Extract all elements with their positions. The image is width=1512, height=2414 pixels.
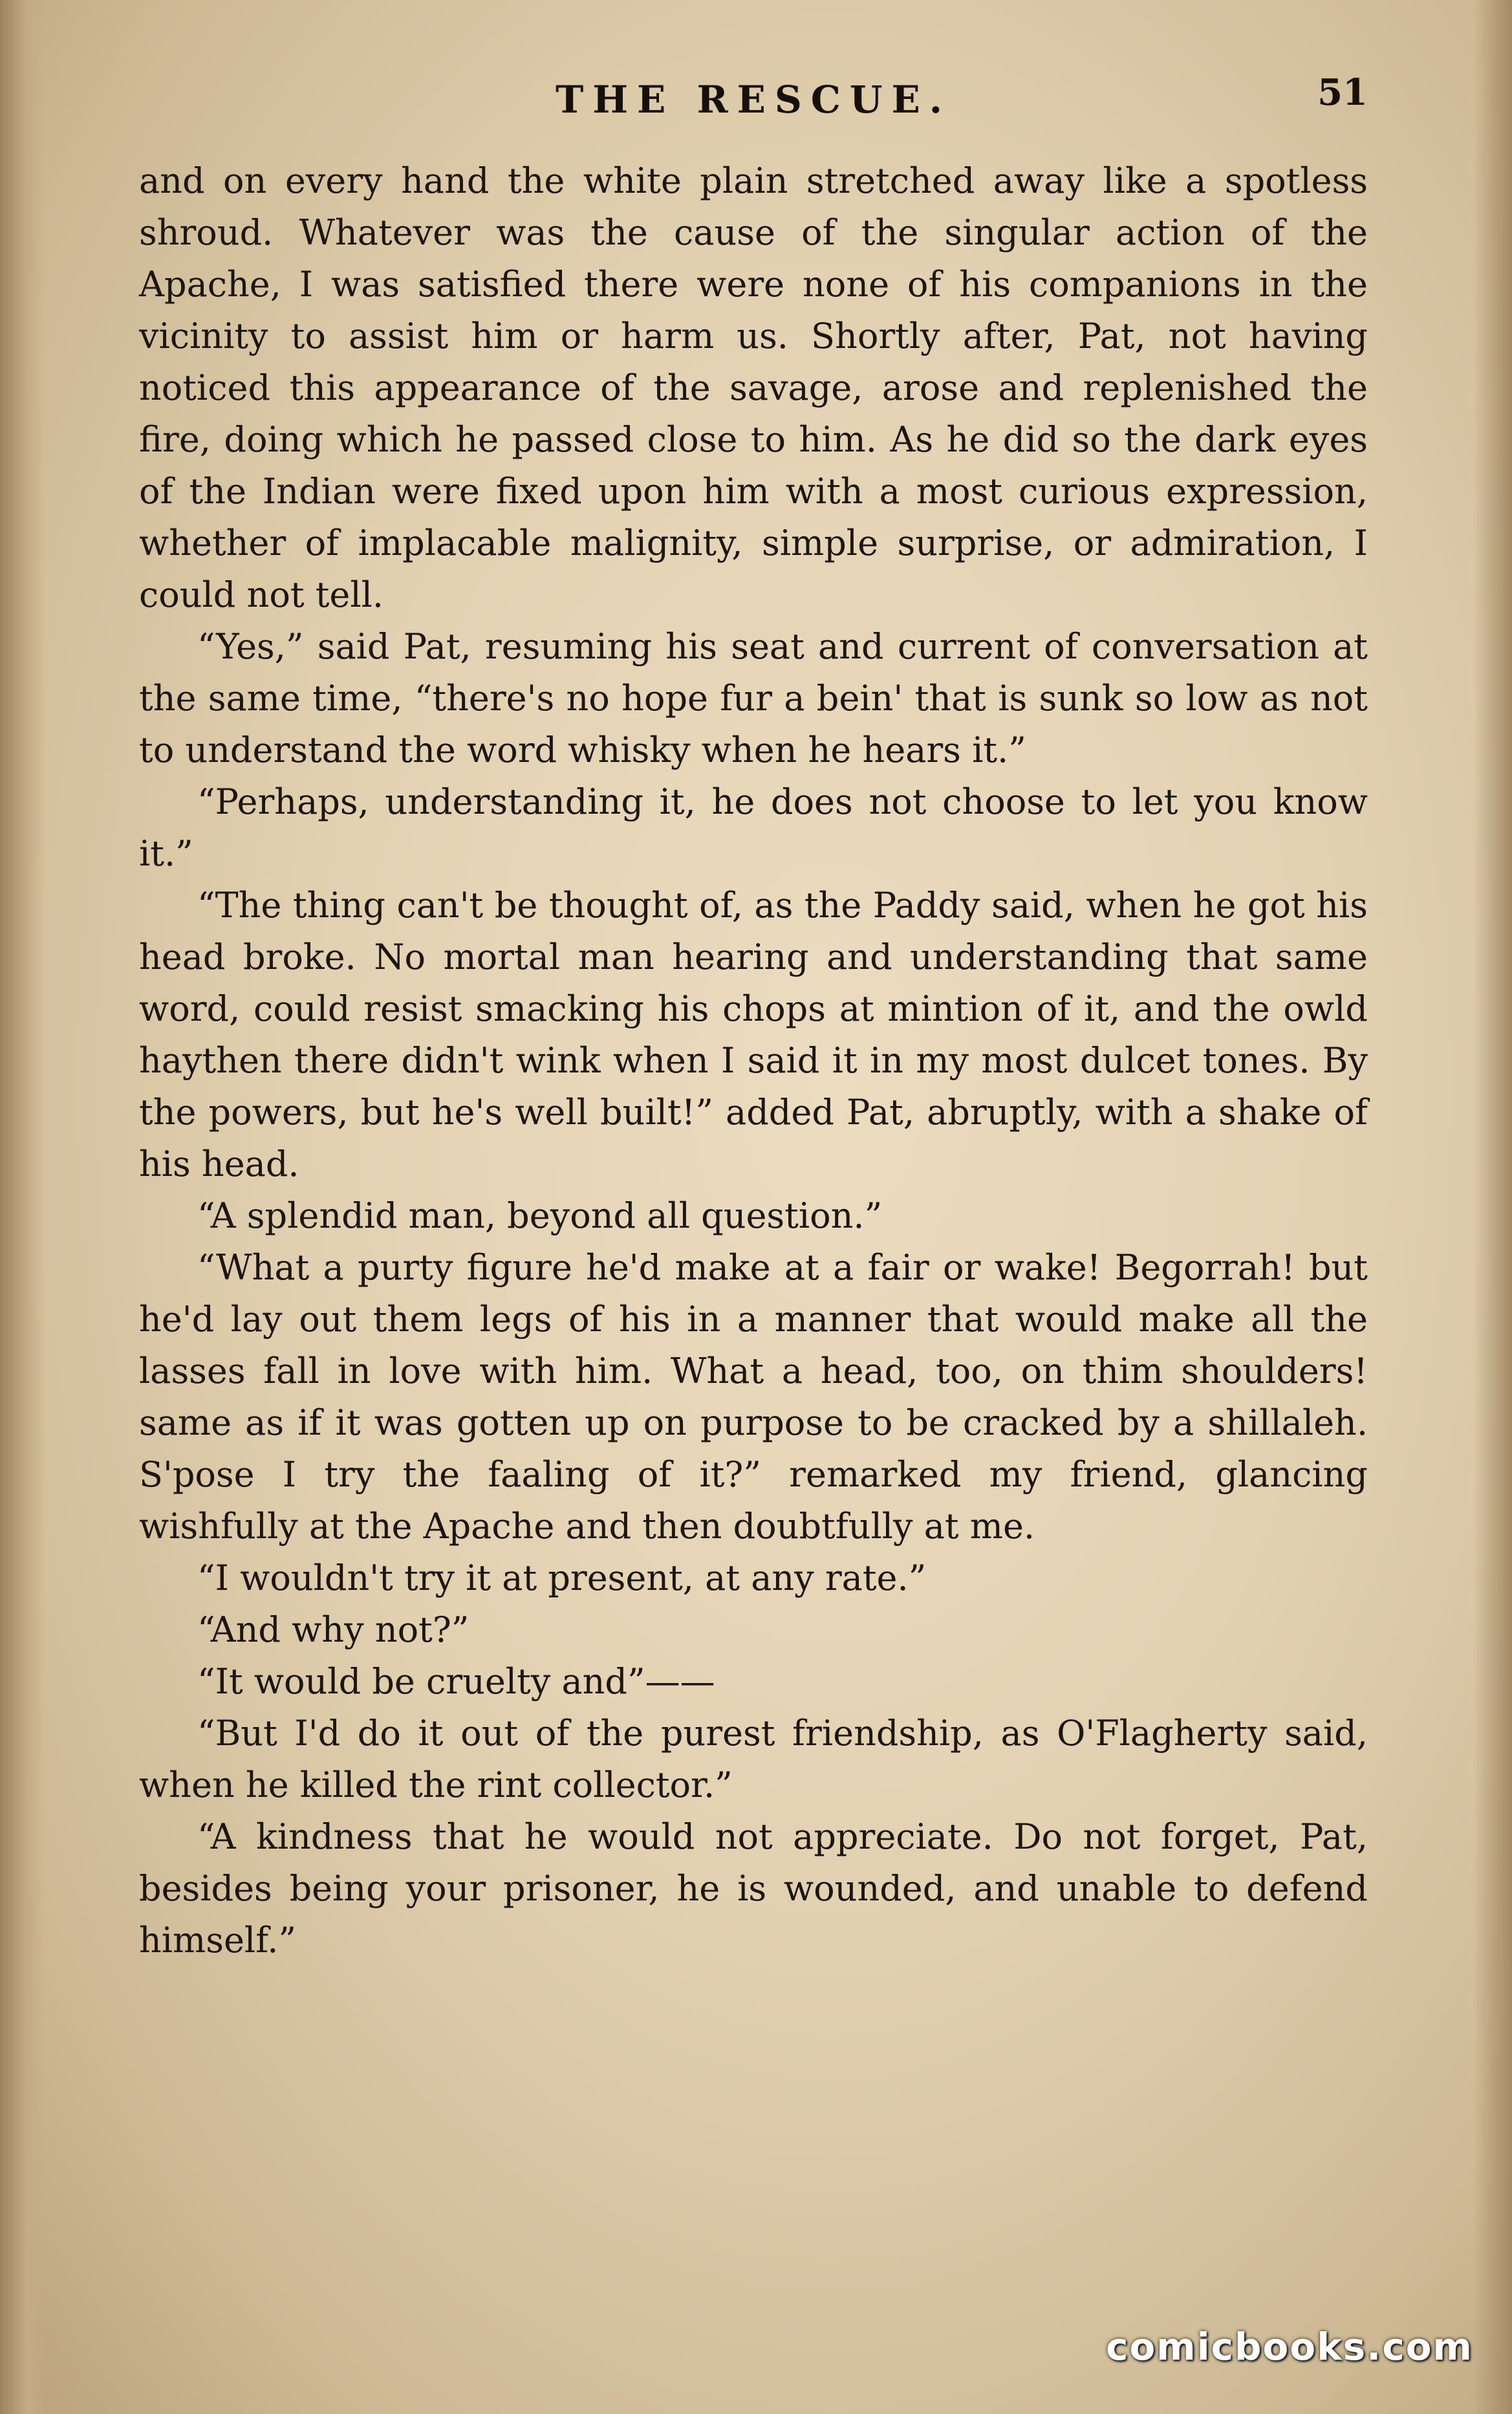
paragraph: “The thing can't be thought of, as the Paddy said, when he got his head broke. No mortal man hearing and understanding that same word, could resist smacking his chops at mintion of it, and the owld haythen there didn't wink when I said it in my most dulcet tones. By the powers, but he's well built!” added Pat, abruptly, with a shake of his head.	[139, 885, 1368, 1184]
paragraph: “It would be cruelty and”——	[197, 1661, 715, 1702]
site-watermark: comicbooks.com	[1106, 2325, 1473, 2369]
paragraph: “Yes,” said Pat, resuming his seat and current of conversation at the same time, “there's no hope fur a bein' that is sunk so low as not to understand the word whisky when he hears it.”	[139, 626, 1368, 770]
page-edge-shadow	[1473, 0, 1512, 2414]
page-gutter-shadow	[0, 0, 45, 2414]
running-head: THE RESCUE.	[556, 78, 951, 122]
page-body	[139, 155, 1368, 1966]
paragraph: “What a purty figure he'd make at a fair or wake! Begorrah! but he'd lay out them legs of his in a manner that would make all the lasses fall in love with him. What a head, too, on thim shoulders! same as if it was gotten up on purpose to be cracked by a shillaleh. S'pose I try the faaling of it?” remarked my friend, glancing wishfully at the Apache and then doubtfully at me.	[139, 1247, 1368, 1547]
paragraph: “I wouldn't try it at present, at any rate.”	[197, 1558, 927, 1598]
paragraph: “But I'd do it out of the purest friendship, as O'Flagherty said, when he killed the rint collector.”	[139, 1713, 1368, 1805]
page-number: 51	[1317, 71, 1368, 114]
paragraph: “And why not?”	[197, 1609, 470, 1650]
paragraph: “A kindness that he would not appreciate. Do not forget, Pat, besides being your prisoner, he is wounded, and unable to defend himself.”	[139, 1816, 1368, 1961]
book-page	[139, 71, 1368, 2238]
paragraph: “A splendid man, beyond all question.”	[197, 1195, 883, 1236]
paragraph: and on every hand the white plain stretched away like a spotless shroud. Whatever was the cause of the singular action of the Apache, I was satisfied there were none of his companions in the vicinity to assist him or harm us. Shortly after, Pat, not having noticed this appearance of the savage, arose and replenished the fire, doing which he passed close to him. As he did so the dark eyes of the Indian were fixed upon him with a most curious expression, whether of implacable malignity, simple surprise, or admiration, I could not tell.	[139, 160, 1368, 615]
paragraph: “Perhaps, understanding it, he does not choose to let you know it.”	[139, 781, 1368, 874]
page-header	[139, 71, 1368, 142]
